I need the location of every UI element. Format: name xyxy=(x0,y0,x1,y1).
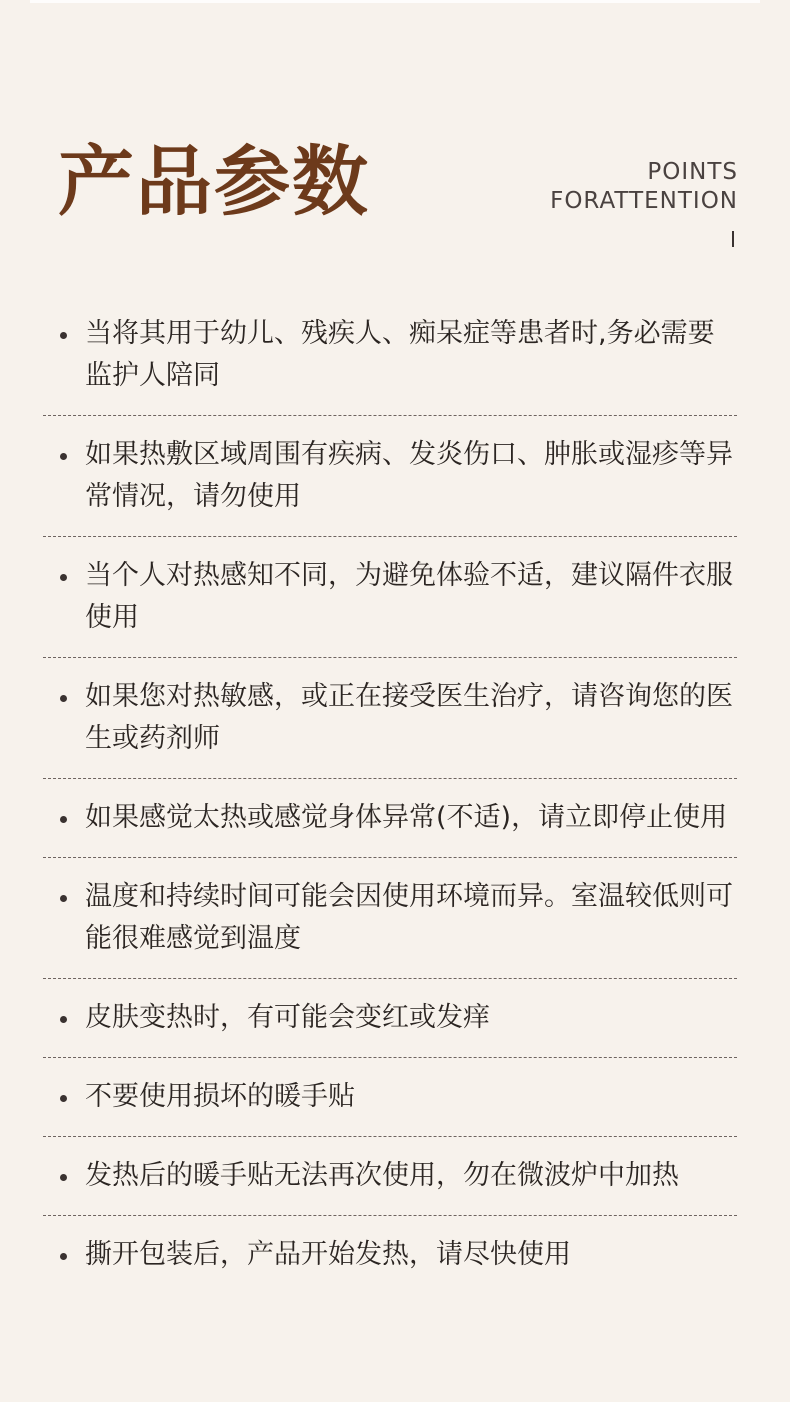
list-item xyxy=(43,979,737,1058)
list-item xyxy=(43,658,737,779)
subtitle-line-1: POINTS xyxy=(647,159,738,185)
list-item xyxy=(43,779,737,858)
list-item-text: 如果热敷区域周围有疾病、发炎伤口、肿胀或湿疹等异常情况，请勿使用 xyxy=(85,439,733,512)
bullet-dot-icon xyxy=(60,1174,67,1181)
bullet-dot-icon xyxy=(60,1016,67,1023)
bullet-dot-icon xyxy=(60,574,67,581)
list-item-text: 如果您对热敏感，或正在接受医生治疗，请咨询您的医生或药剂师 xyxy=(85,681,733,754)
page-subtitle xyxy=(550,158,738,216)
list-item-text: 当将其用于幼儿、残疾人、痴呆症等患者时,务必需要监护人陪同 xyxy=(85,318,715,391)
page-title: 产品参数 xyxy=(58,137,370,226)
bullet-dot-icon xyxy=(60,816,67,823)
list-item xyxy=(43,537,737,658)
bullet-dot-icon xyxy=(60,1095,67,1102)
list-item-text: 温度和持续时间可能会因使用环境而异。室温较低则可能很难感觉到温度 xyxy=(85,881,733,954)
list-item xyxy=(43,1058,737,1137)
list-item-text: 如果感觉太热或感觉身体异常(不适)，请立即停止使用 xyxy=(85,802,728,833)
bullet-dot-icon xyxy=(60,895,67,902)
bullet-dot-icon xyxy=(60,695,67,702)
list-item-text: 不要使用损坏的暖手贴 xyxy=(85,1081,355,1112)
subtitle-line-2: FORATTENTION xyxy=(550,188,738,214)
list-item xyxy=(43,1137,737,1216)
list-item-text: 撕开包装后，产品开始发热，请尽快使用 xyxy=(85,1239,571,1270)
list-item xyxy=(43,1216,737,1294)
list-item xyxy=(43,858,737,979)
bullet-dot-icon xyxy=(60,453,67,460)
precautions-list xyxy=(43,295,737,1294)
top-divider-strip xyxy=(30,0,760,3)
bullet-dot-icon xyxy=(60,1253,67,1260)
bullet-dot-icon xyxy=(60,332,67,339)
list-item-text: 发热后的暖手贴无法再次使用，勿在微波炉中加热 xyxy=(85,1160,679,1191)
list-item-text: 皮肤变热时，有可能会变红或发痒 xyxy=(85,1002,490,1033)
subtitle-accent-bar xyxy=(732,231,734,247)
list-item-text: 当个人对热感知不同，为避免体验不适，建议隔件衣服使用 xyxy=(85,560,733,633)
list-item xyxy=(43,295,737,416)
list-item xyxy=(43,416,737,537)
